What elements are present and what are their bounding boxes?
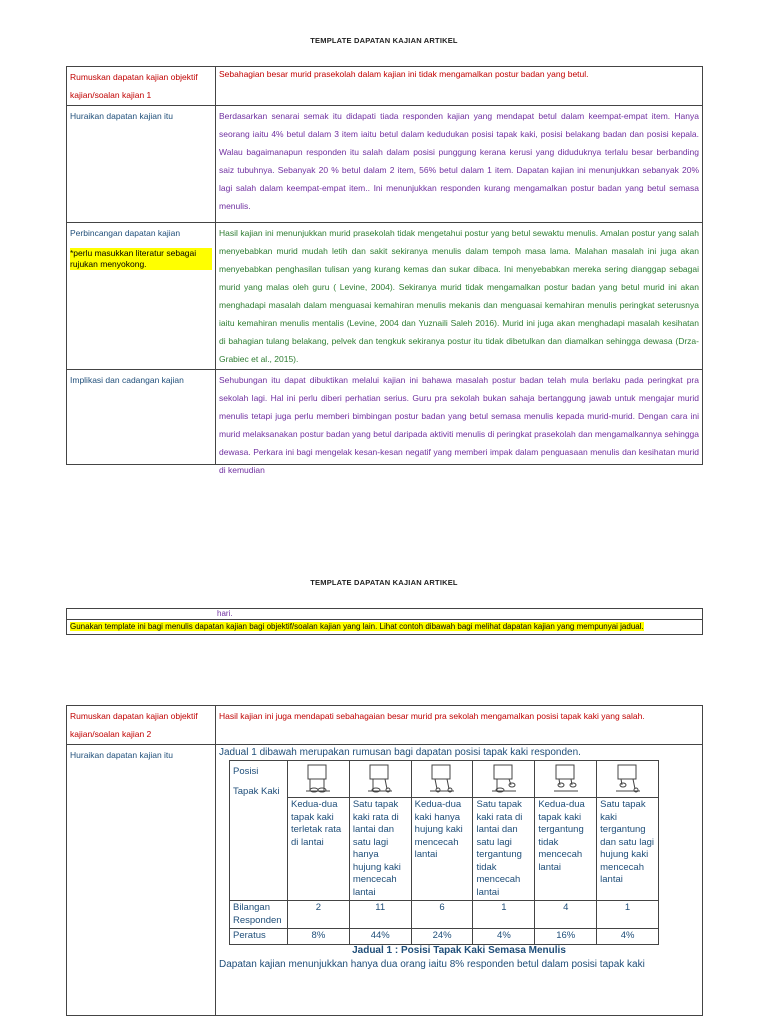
- table-row: [67, 370, 703, 465]
- count-cell: 4: [535, 901, 597, 929]
- percent-cell: 4%: [473, 929, 535, 945]
- count-cell: 2: [288, 901, 350, 929]
- percent-cell: 24%: [411, 929, 473, 945]
- count-cell: 6: [411, 901, 473, 929]
- foot-position-icon: [291, 762, 346, 796]
- row-label: Huraikan dapatan kajian itu: [67, 106, 216, 223]
- table-row: [67, 223, 703, 370]
- row-content: Sehubungan itu dapat dibuktikan melalui kajian ini bahawa masalah postur badan telah mula berlaku pada peringkat pra sekolah lagi. Hal ini perlu diberi perhatian serius. Guru pra sekolah bukan sahaja bertanggung jawab untuk mengajar murid menulis tetapi juga perlu memberi bimbingan postur badan yang betul semasa menulis kepada murid-murid. Dengan cara ini murid melaksanakan postur badan yang betul daripada aktiviti menulis di peringkat prasekolah dan mengamalkannya sehingga dewasa. Perkara ini bagi mengelak kesan-kesan negatif yang memberi impak dalam penguasaan menulis dan kesihatan murid di kemudian: [219, 375, 699, 475]
- row-label: Rumuskan dapatan kajian objektif kajian/soalan kajian 1: [67, 67, 216, 106]
- percent-row: [230, 929, 659, 945]
- header-label: Posisi Tapak Kaki: [230, 761, 288, 901]
- foot-position-icon: [600, 762, 655, 796]
- column-header: Satu tapak kaki rata di lantai dan satu lagi hanya hujung kaki mencecah lantai: [349, 798, 411, 901]
- count-cell: 1: [473, 901, 535, 929]
- table-intro: Jadual 1 dibawah merupakan rumusan bagi dapatan posisi tapak kaki responden.: [219, 747, 581, 758]
- table-row: [67, 706, 703, 745]
- instruction-text: Gunakan template ini bagi menulis dapatan kajian bagi objektif/soalan kajian yang lain. Lihat contoh dibawah bagi melihat dapatan kajian yang mempunyai jadual.: [70, 622, 644, 631]
- picture-cell: [473, 761, 535, 798]
- row-label: Perbincangan dapatan kajian: [70, 228, 181, 238]
- findings-table-1: [66, 66, 703, 475]
- picture-cell: [597, 761, 659, 798]
- header-row: [230, 761, 659, 798]
- column-header: Satu tapak kaki tergantung dan satu lagi hujung kaki mencecah lantai: [597, 798, 659, 901]
- row-label: Implikasi dan cadangan kajian: [67, 370, 216, 465]
- count-cell: 11: [349, 901, 411, 929]
- picture-cell: [288, 761, 350, 798]
- percent-cell: 8%: [288, 929, 350, 945]
- count-cell: 1: [597, 901, 659, 929]
- table-outro: Dapatan kajian menunjukkan hanya dua orang iaitu 8% responden betul dalam posisi tapak kaki: [219, 958, 645, 970]
- instruction-box: [66, 608, 703, 635]
- foot-position-icon: [538, 762, 593, 796]
- table-row: [67, 745, 703, 1016]
- table-row: [67, 67, 703, 106]
- row-content: Hasil kajian ini menunjukkan murid prasekolah tidak mengetahui postur yang betul sewaktu menulis. Amalan postur yang salah menyebabkan murid mudah letih dan sakit sekiranya menulis dalam tempoh masa lama. Malahan masalah ini juga akan menyebabkan penghasilan tulisan yang kurang kemas dan sukar dibaca. Ini menyebabkan mereka sering dianggap sebagai murid yang malas oleh guru ( Levine, 2004). Sekiranya murid tidak mengamalkan postur badan yang betul murid ini akan menghadapi masalah dalam menguasai kemahiran menulis mekanis dan menguasai kemahiran menulis peringkat seterusnya iaitu kemahiran menulis mentalis (Levine, 2004 dan Yuznaili Saleh 2016). Murid ini juga akan menghadapi masalah kesihatan di bahagian tulang belakang, pelvek dan tengkuk sekiranya postur itu tidak dibetulkan dan diamalkan sehingga dewasa (Drza-Grabiec et al., 2015).: [216, 223, 703, 370]
- foot-position-table: [229, 760, 659, 945]
- percent-cell: 4%: [597, 929, 659, 945]
- picture-cell: [411, 761, 473, 798]
- foot-position-icon: [476, 762, 531, 796]
- literature-note: *perlu masukkan literatur sebagai rujukan menyokong.: [70, 248, 212, 270]
- row-content: Hasil kajian ini juga mendapati sebahagaian besar murid pra sekolah mengamalkan posisi tapak kaki yang salah.: [216, 706, 703, 745]
- row-content: Berdasarkan senarai semak itu didapati tiada responden kajian yang mendapat betul dalam keempat-empat item. Hanya seorang iaitu 4% betul dalam 3 item iaitu betul dalam kedudukan posisi tapak kaki, posisi belakang badan dan posisi kepala. Walau bagaimanapun responden itu salah dalam posisi punggung kerana kerusi yang diduduknya terlalu besar berbanding saiz tubuhnya. Sebanyak 20 % betul dalam 2 item, 56% betul dalam 1 item. Dapatan kajian ini menunjukkan sebanyak 20% lagi salah dalam keempat-empat item.. Ini menunjukkan responden kurang mengamalkan postur badan yang betul semasa menulis.: [216, 106, 703, 223]
- count-row: [230, 901, 659, 929]
- column-header: Kedua-dua kaki hanya hujung kaki mencecah lantai: [411, 798, 473, 901]
- row-content-cell: [216, 370, 703, 475]
- percent-label: Peratus: [230, 929, 288, 945]
- table-row: [67, 106, 703, 223]
- row-label: Rumuskan dapatan kajian objektif kajian/soalan kajian 2: [67, 706, 216, 745]
- page-title: TEMPLATE DAPATAN KAJIAN ARTIKEL: [310, 36, 458, 45]
- percent-cell: 16%: [535, 929, 597, 945]
- column-header: Kedua-dua tapak kaki terletak rata di lantai: [288, 798, 350, 901]
- column-header: Satu tapak kaki rata di lantai dan satu lagi tergantung tidak mencecah lantai: [473, 798, 535, 901]
- row-content-cell: [216, 745, 703, 1016]
- row-label: Huraikan dapatan kajian itu: [67, 745, 216, 1016]
- findings-table-2: [66, 705, 703, 1016]
- picture-cell: [349, 761, 411, 798]
- column-header: Kedua-dua tapak kaki tergantung tidak mencecah lantai: [535, 798, 597, 901]
- continuation-text: hari.: [66, 608, 703, 620]
- percent-cell: 44%: [349, 929, 411, 945]
- picture-cell: [535, 761, 597, 798]
- foot-position-icon: [415, 762, 470, 796]
- page-title-2: TEMPLATE DAPATAN KAJIAN ARTIKEL: [310, 578, 458, 587]
- row-label-cell: [67, 223, 216, 370]
- column-header-row: [230, 798, 659, 901]
- count-label: Bilangan Responden: [230, 901, 288, 929]
- row-content: Sebahagian besar murid prasekolah dalam kajian ini tidak mengamalkan postur badan yang betul.: [216, 67, 703, 106]
- instruction-row: [66, 620, 703, 635]
- foot-position-icon: [353, 762, 408, 796]
- table-caption: Jadual 1 : Posisi Tapak Kaki Semasa Menulis: [352, 944, 566, 956]
